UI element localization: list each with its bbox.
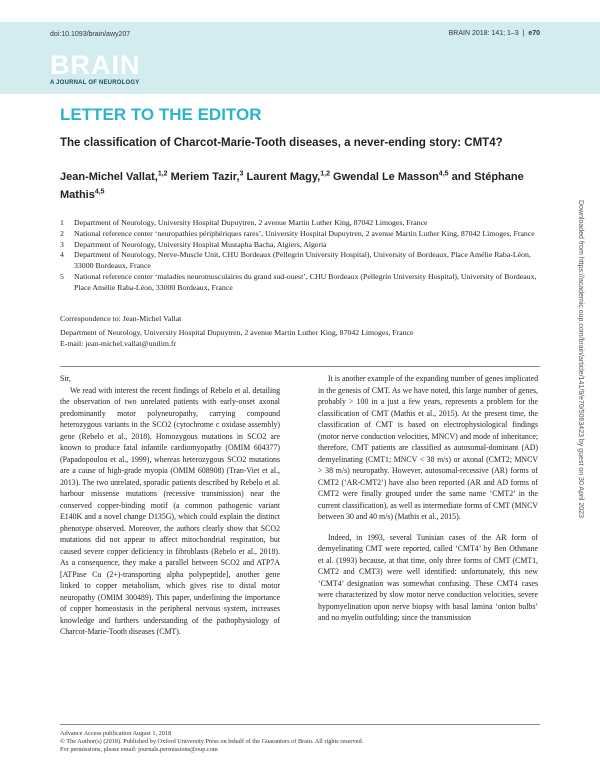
affiliation-list [60,218,545,294]
footer-line: Advance Access publication August 1, 2018 [60,730,172,737]
author-name-text: Jean-Michel Vallat, [60,170,158,183]
doi-text[interactable]: doi:10.1093/brain/awy207 [50,31,131,38]
brain-logo[interactable]: BRAIN [50,50,141,80]
section-label: LETTER TO THE EDITOR [60,105,262,124]
affiliation-item [60,250,545,272]
author-name [171,171,244,183]
affiliation-number: 1 [60,218,64,227]
footer-line: For permissions, please email: journals.permissions@oup.com [60,746,218,754]
affiliation-number: 3 [60,239,64,249]
body-paragraph: We read with interest the recent findings of Rebelo et al. detailing the observation of two unrelated patients with early-onset axonal predominantly motor polyneuropathy, carrying compound heterozygous variants in the SCO2 (cytochrome c oxidase assembly) gene (Rebelo et al., 2018). Homozygous mutations in SCO2 are known to produce fatal infantile cardiomyopathy (OMIM 604377) (Papadopoulou et al., 1999), whereas heterozygous SCO2 mutations are a cause of high-grade myopia (OMIM 608908) (Tran-Viet et al., 2013). The two unrelated, sporadic patients described by Rebelo et al. harbour missense mutations (recessive transmission) near the conserved copper-binding motif (a common pathogenic variant E140K and a novel change D135G), which could explain the distinct phenotype observed. Moreover, the authors clearly show that SCO2 mutations did not appear to affect mitochondrial respiration, but caused severe copper deficiency in fibroblasts (Rebelo et al., 2018). As a consequence, they make a parallel between SCO2 and ATP7A [ATPase Cu (2+)-transporting alpha polypeptide], another gene linked to copper metabolism, which gives rise to distal motor neuropathy (OMIM 300489). This paper, underlining the importance of copper homeostasis in the peripheral nervous system, increases knowledge and furthers understanding of the pathophysiology of Charcot-Marie-Tooth diseases (CMT). [60,385,280,636]
correspondence-block [60,313,540,349]
author-name-text: Laurent Magy, [246,170,321,183]
download-watermark [574,200,586,600]
footer-line: © The Author(s) (2018). Published by Oxford University Press on behalf of the Guarantors of Brain. All rights reserved. [60,738,364,746]
citation-text: BRAIN 2018: 141; 1–3 [448,30,519,37]
author-affiliation-marker: 4,5 [438,170,449,177]
author-affiliation-marker: 1,2 [157,170,168,177]
affiliation-item [60,272,545,294]
author-list [60,166,540,203]
article-id: e70 [528,30,540,37]
divider [60,366,540,367]
author-affiliation-marker: 1,2 [320,170,330,177]
download-note[interactable]: Downloaded from https://academic.oup.com/brain/article/141/9/e70/5063423 by guest on 30 April 2023 [577,200,584,518]
salutation: Sir, [60,374,71,383]
affiliation-text: National reference center ‘neuropathies périphériques rares’, University Hospital Dupuytren, 2 avenue Martin Luther King, 87042 Limoges, France [74,228,535,238]
body-column-right [318,373,538,624]
affiliation-number: 4 [60,250,64,260]
article-title: The classification of Charcot-Marie-Tooth diseases, a never-ending story: CMT4? [60,137,503,149]
body-column-left [60,373,280,638]
correspondence-email[interactable]: E-mail: jean-michel.vallat@unilim.fr [60,339,177,348]
logo-subtitle: A JOURNAL OF NEUROLOGY [50,80,140,86]
author-name-text: and Stéphane Mathis [60,170,524,202]
affiliation-number: 2 [60,228,64,238]
author-affiliation-marker: 3 [239,170,244,177]
affiliation-text: Department of Neurology, University Hospital Dupuytren, 2 avenue Martin Luther King, 87042 Limoges, France [74,218,428,227]
body-paragraph: It is another example of the expanding number of genes implicated in the genesis of CMT. As we have noted, this large number of genes, probably > 100 in a just a few years, represents a problem for the classification of CMT (Mathis et al., 2015). At the present time, the classification of CMT is based on electrophysiological findings (motor nerve conduction velocities, MNCV) and mode of inheritance; therefore, CMT patients are classified as autosomal-dominant (AD) demyelinating (CMT1; MNCV < 38 m/s) or axonal (CMT2; MNCV > 38 m/s) neuropathy. However, autosomal-recessive (AR) forms of CMT2 (‘AR-CMT2’) have also been reported (AR and AD forms of CMT2 were finally grouped under the same name ‘CMT2’ in the current classification), as well as intermediate forms of CMT (MNCV between 30 and 40 m/s) (Mathis et al., 2015). [318,374,538,521]
affiliation-text: National reference center ‘maladies neuromusculaires du grand sud-ouest’, CHU Bordeaux (Pellegrin University Hospital), University of Bordeaux, Place Amélie Raba-Léon, 33000 Bordeaux, France [74,271,537,292]
affiliation-text: Department of Neurology, Nerve-Muscle Unit, CHU Bordeaux (Pellegrin University Hospital), University of Bordeaux, Place Amélie Raba-Léon, 33000 Bordeaux, France [74,250,531,271]
affiliation-item [60,229,545,240]
affiliation-text: Department of Neurology, University Hospital Mustapha Bacha, Algiers, Algeria [74,239,327,249]
correspondence-address: Department of Neurology, University Hospital Dupuytren, 2 avenue Martin Luther King, 87042 Limoges, France [60,328,414,337]
journal-citation [449,30,540,37]
affiliation-number: 5 [60,271,64,281]
author-name [60,171,168,183]
affiliation-item [60,240,545,251]
author-name-text: Gwendal Le Masson [333,170,439,183]
affiliation-item [60,218,545,229]
body-paragraph: Indeed, in 1993, several Tunisian cases of the AR form of demyelinating CMT were reported, called ‘CMT4’ by Ben Othmane et al. (1993) because, at that time, only three forms of CMT (CMT1, CMT2 and CMT3) were well identified: unfortunately, this new ‘CMT4’ designation was somewhat confusing. These CMT4 cases were characterized by slow motor nerve conduction velocities, severe hypomyelination upon nerve biopsy with basal lamina ‘onion bulbs’ and no myelin outfolding; since the transmission [318,532,538,622]
author-affiliation-marker: 4,5 [94,188,105,196]
footer [60,730,363,755]
citation-separator: | [522,30,525,37]
footer-divider [60,724,540,725]
author-name [333,171,448,183]
author-name-text: Meriem Tazir, [170,170,240,183]
correspondence-label: Correspondence to: Jean-Michel Vallat [60,314,182,323]
author-name [246,171,330,183]
